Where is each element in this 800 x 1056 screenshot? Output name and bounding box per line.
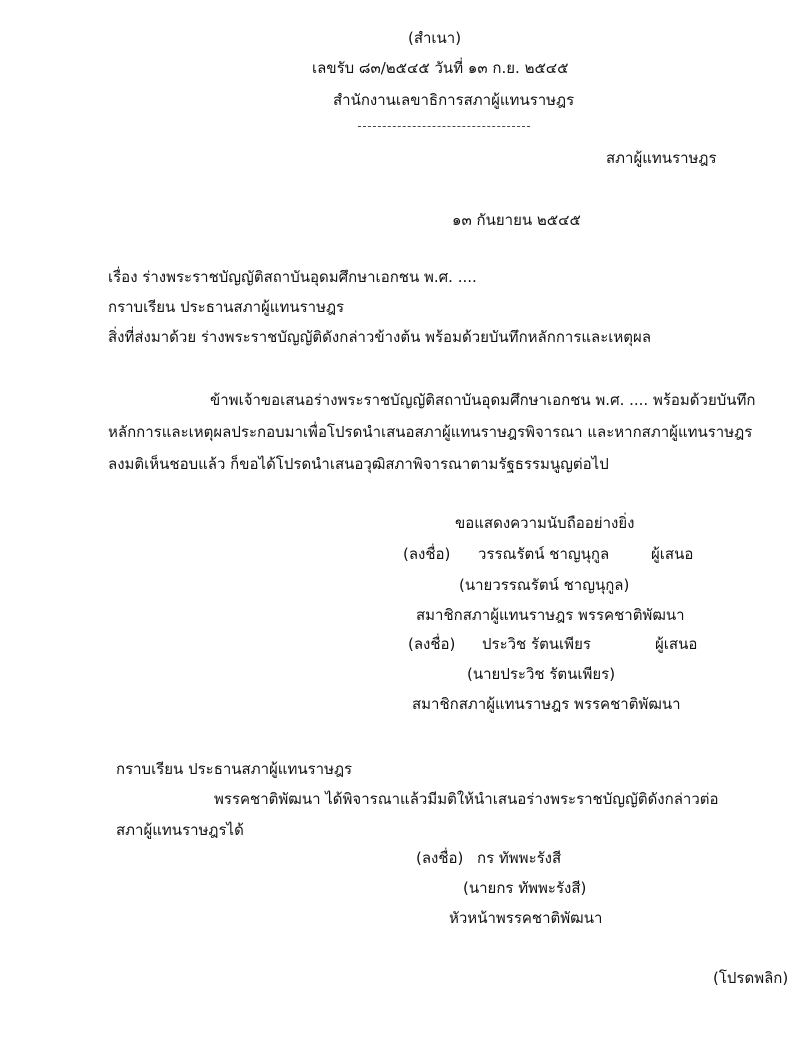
endorsement-salutation: กราบเรียน ประธานสภาผู้แทนราษฎร — [116, 760, 353, 778]
endorsement-position: หัวหน้าพรรคชาติพัฒนา — [449, 909, 603, 927]
endorsement-line-2: สภาผู้แทนราษฎรได้ — [116, 821, 244, 839]
endorsement-signature: กร ทัพพะรังสี — [477, 849, 562, 867]
body-line-3: ลงมติเห็นชอบแล้ว ก็ขอได้โปรดนำเสนอวุฒิสภาพิจารณาตามรัฐธรรมนูญต่อไป — [108, 455, 609, 473]
endorsement-printed-name: (นายกร ทัพพะรังสี) — [463, 879, 587, 897]
letter-date: ๑๓ กันยายน ๒๕๔๕ — [452, 211, 581, 229]
sign-label-1: (ลงชื่อ) — [403, 545, 451, 563]
salutation: กราบเรียน ประธานสภาผู้แทนราษฎร — [108, 298, 345, 316]
enclosure-line: สิ่งที่ส่งมาด้วย ร่างพระราชบัญญัติดังกล่าวข้างต้น พร้อมด้วยบันทึกหลักการและเหตุผล — [108, 328, 652, 346]
printed-name-1: (นายวรรณรัตน์ ชาญนุกูล) — [459, 576, 630, 594]
signature-2: ประวิช รัตนเพียร — [482, 635, 591, 653]
office-name: สำนักงานเลขาธิการสภาผู้แทนราษฎร — [333, 91, 575, 109]
printed-name-2: (นายประวิช รัตนเพียร) — [467, 665, 616, 683]
receipt-number: เลขรับ ๘๓/๒๕๔๕ วันที่ ๑๓ ก.ย. ๒๕๔๕ — [312, 59, 569, 77]
addressee-right: สภาผู้แทนราษฎร — [606, 149, 717, 167]
body-line-1: ข้าพเจ้าขอเสนอร่างพระราชบัญญัติสถาบันอุดมศึกษาเอกชน พ.ศ. .... พร้อมด้วยบันทึก — [210, 391, 756, 409]
signer-role-2: ผู้เสนอ — [655, 635, 698, 653]
signer-role-1: ผู้เสนอ — [651, 545, 694, 563]
signer-position-2: สมาชิกสภาผู้แทนราษฎร พรรคชาติพัฒนา — [412, 695, 681, 713]
signer-position-1: สมาชิกสภาผู้แทนราษฎร พรรคชาติพัฒนา — [416, 606, 685, 624]
sign-label-2: (ลงชื่อ) — [408, 635, 456, 653]
signature-1: วรรณรัตน์ ชาญนุกูล — [478, 545, 610, 563]
closing-phrase: ขอแสดงความนับถืออย่างยิ่ง — [455, 514, 635, 532]
header-divider — [358, 126, 530, 127]
body-line-2: หลักการและเหตุผลประกอบมาเพื่อโปรดนำเสนอสภาผู้แทนราษฎรพิจารณา และหากสภาผู้แทนราษฎร — [108, 423, 753, 441]
turn-page-note: (โปรดพลิก) — [713, 969, 789, 987]
endorsement-line-1: พรรคชาติพัฒนา ได้พิจารณาแล้วมีมติให้นำเสนอร่างพระราชบัญญัติดังกล่าวต่อ — [214, 790, 719, 808]
copy-mark: (สำเนา) — [408, 29, 462, 47]
subject-line: เรื่อง ร่างพระราชบัญญัติสถาบันอุดมศึกษาเอกชน พ.ศ. .... — [108, 268, 477, 286]
endorsement-sign-label: (ลงชื่อ) — [416, 849, 464, 867]
